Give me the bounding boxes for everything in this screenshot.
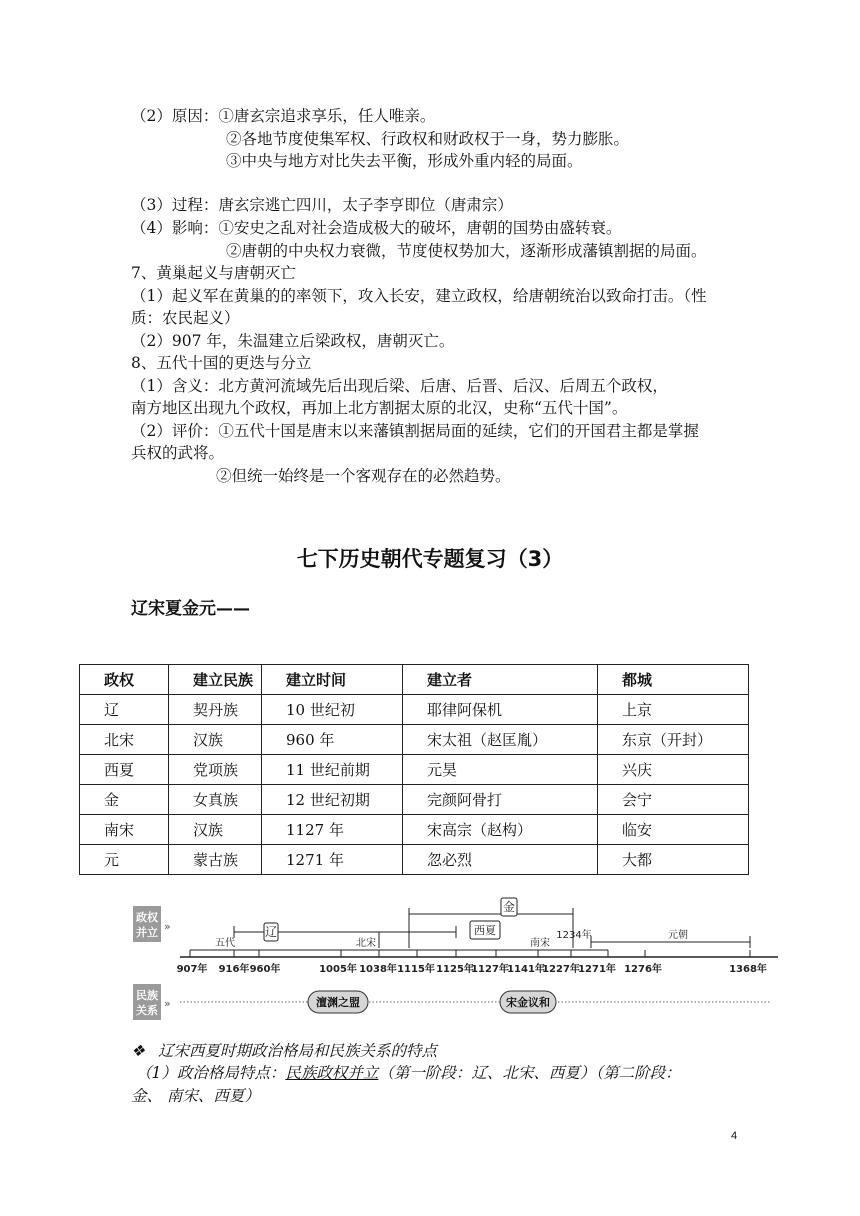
feature-line: 金、 南宋、西夏） xyxy=(131,1087,260,1105)
feature-line-underline: 民族政权并立 xyxy=(285,1064,379,1082)
label-relations-1: 民族 xyxy=(136,989,158,1002)
table-cell: 元 xyxy=(80,845,169,875)
column-header: 建立者 xyxy=(403,665,598,695)
tick-label: 1368年 xyxy=(729,964,767,975)
text-line: ②唐朝的中央权力衰微，节度使权势加大，逐渐形成藩镇割据的局面。 xyxy=(226,242,707,260)
text-line: （3）过程：唐玄宗逃亡四川，太子李亨即位（唐肃宗） xyxy=(131,196,513,214)
tick-label: 1038年 xyxy=(359,964,397,975)
table-cell: 宋太祖（赵匡胤） xyxy=(403,725,598,755)
text-line: （2）评价：①五代十国是唐末以来藩镇割据局面的延续，它们的开国君主都是掌握 xyxy=(131,422,699,440)
timeline-diagram xyxy=(130,890,780,1025)
feature-title: 辽宋西夏时期政治格局和民族关系的特点 xyxy=(158,1042,438,1060)
table-cell: 12 世纪初期 xyxy=(262,785,403,815)
feature-line-pre: （1）政治格局特点： xyxy=(136,1064,286,1082)
table-cell: 大都 xyxy=(598,845,749,875)
arrow-icon: » xyxy=(164,997,171,1010)
table-cell: 忽必烈 xyxy=(403,845,598,875)
bullet-icon: ❖ xyxy=(131,1042,145,1060)
span-label-liao: 辽 xyxy=(264,925,278,939)
table-row xyxy=(80,755,749,785)
tick-label: 960年 xyxy=(249,964,281,975)
tick-label: 1127年 xyxy=(471,964,509,975)
arrow-icon: » xyxy=(164,920,171,933)
label-relations-2: 关系 xyxy=(136,1004,158,1017)
text-line: 兵权的武将。 xyxy=(131,444,225,462)
table-cell: 汉族 xyxy=(169,725,262,755)
table-header-row xyxy=(80,665,749,695)
text-line: （4）影响：①安史之乱对社会造成极大的破坏，唐朝的国势由盛转衰。 xyxy=(131,219,622,237)
table-cell: 元昊 xyxy=(403,755,598,785)
event-songjin: 宋金议和 xyxy=(506,996,550,1009)
tick-label: 1227年 xyxy=(542,964,580,975)
table-cell: 960 年 xyxy=(262,725,403,755)
page-title: 七下历史朝代专题复习（3） xyxy=(296,547,564,571)
table-cell: 汉族 xyxy=(169,815,262,845)
table-cell: 兴庆 xyxy=(598,755,749,785)
text-line: ②各地节度使集军权、行政权和财政权于一身，势力膨胀。 xyxy=(226,130,630,148)
span-label-jin: 金 xyxy=(502,900,516,914)
table-cell: 会宁 xyxy=(598,785,749,815)
table-row xyxy=(80,725,749,755)
page-number: 4 xyxy=(731,1130,738,1142)
tick-label: 916年 xyxy=(218,964,250,975)
table-row xyxy=(80,815,749,845)
column-header: 建立民族 xyxy=(169,665,262,695)
text-line: ②但统一始终是一个客观存在的必然趋势。 xyxy=(216,467,511,485)
tick-label: 1271年 xyxy=(578,964,616,975)
table-cell: 临安 xyxy=(598,815,749,845)
text-line: 质：农民起义） xyxy=(131,309,240,327)
text-line: （2）907 年，朱温建立后梁政权，唐朝灭亡。 xyxy=(131,332,455,350)
text-line: 南方地区出现九个政权，再加上北方割据太原的北汉，史称“五代十国”。 xyxy=(131,399,628,417)
tick-label: 1141年 xyxy=(507,964,545,975)
table-cell: 东京（开封） xyxy=(598,725,749,755)
column-header: 都城 xyxy=(598,665,749,695)
table-cell: 契丹族 xyxy=(169,695,262,725)
table-cell: 辽 xyxy=(80,695,169,725)
text-line: （1）起义军在黄巢的的率领下，攻入长安，建立政权，给唐朝统治以致命打击。（性 xyxy=(131,287,707,305)
section-heading: 7、黄巢起义与唐朝灭亡 xyxy=(131,264,296,282)
column-header: 建立时间 xyxy=(262,665,403,695)
span-label-xixia: 西夏 xyxy=(474,924,496,937)
tick-label: 1115年 xyxy=(397,964,435,975)
table-cell: 耶律阿保机 xyxy=(403,695,598,725)
table-row xyxy=(80,845,749,875)
feature-line-post: （第一阶段：辽、北宋、西夏）（第二阶段： xyxy=(378,1064,681,1082)
table-row xyxy=(80,695,749,725)
table-cell: 金 xyxy=(80,785,169,815)
tick-label: 1005年 xyxy=(319,964,357,975)
table-cell: 11 世纪前期 xyxy=(262,755,403,785)
tick-label: 907年 xyxy=(176,964,208,975)
table-cell: 完颜阿骨打 xyxy=(403,785,598,815)
table-cell: 西夏 xyxy=(80,755,169,785)
span-label-nansong: 南宋 xyxy=(530,938,550,949)
table-cell: 南宋 xyxy=(80,815,169,845)
table-cell: 党项族 xyxy=(169,755,262,785)
text-line: （2）原因：①唐玄宗追求享乐，任人唯亲。 xyxy=(131,107,436,125)
span-label-1234: 1234年 xyxy=(556,930,592,941)
table-cell: 上京 xyxy=(598,695,749,725)
tick-label: 1125年 xyxy=(436,964,474,975)
page-subtitle: 辽宋夏金元—— xyxy=(131,599,250,619)
span-label-wudai: 五代 xyxy=(215,938,235,949)
table-cell: 北宋 xyxy=(80,725,169,755)
feature-line xyxy=(136,1062,681,1084)
section-heading: 8、五代十国的更迭与分立 xyxy=(131,354,312,372)
text-line: （1）含义：北方黄河流域先后出现后梁、后唐、后晋、后汉、后周五个政权， xyxy=(131,377,668,395)
table-cell: 1127 年 xyxy=(262,815,403,845)
table-cell: 女真族 xyxy=(169,785,262,815)
span-label-beisong: 北宋 xyxy=(356,938,376,949)
tick-label: 1276年 xyxy=(624,964,662,975)
table-cell: 蒙古族 xyxy=(169,845,262,875)
text-line: ③中央与地方对比失去平衡，形成外重内轻的局面。 xyxy=(226,152,583,170)
dynasty-table xyxy=(79,664,749,875)
span-label-yuanchao: 元朝 xyxy=(668,930,688,941)
table-cell: 10 世纪初 xyxy=(262,695,403,725)
event-chanyuan: 澶渊之盟 xyxy=(316,996,360,1009)
label-regimes-1: 政权 xyxy=(136,911,158,924)
table-cell: 宋高宗（赵构） xyxy=(403,815,598,845)
table-row xyxy=(80,785,749,815)
label-regimes-2: 并立 xyxy=(136,926,158,939)
table-cell: 1271 年 xyxy=(262,845,403,875)
column-header: 政权 xyxy=(80,665,169,695)
